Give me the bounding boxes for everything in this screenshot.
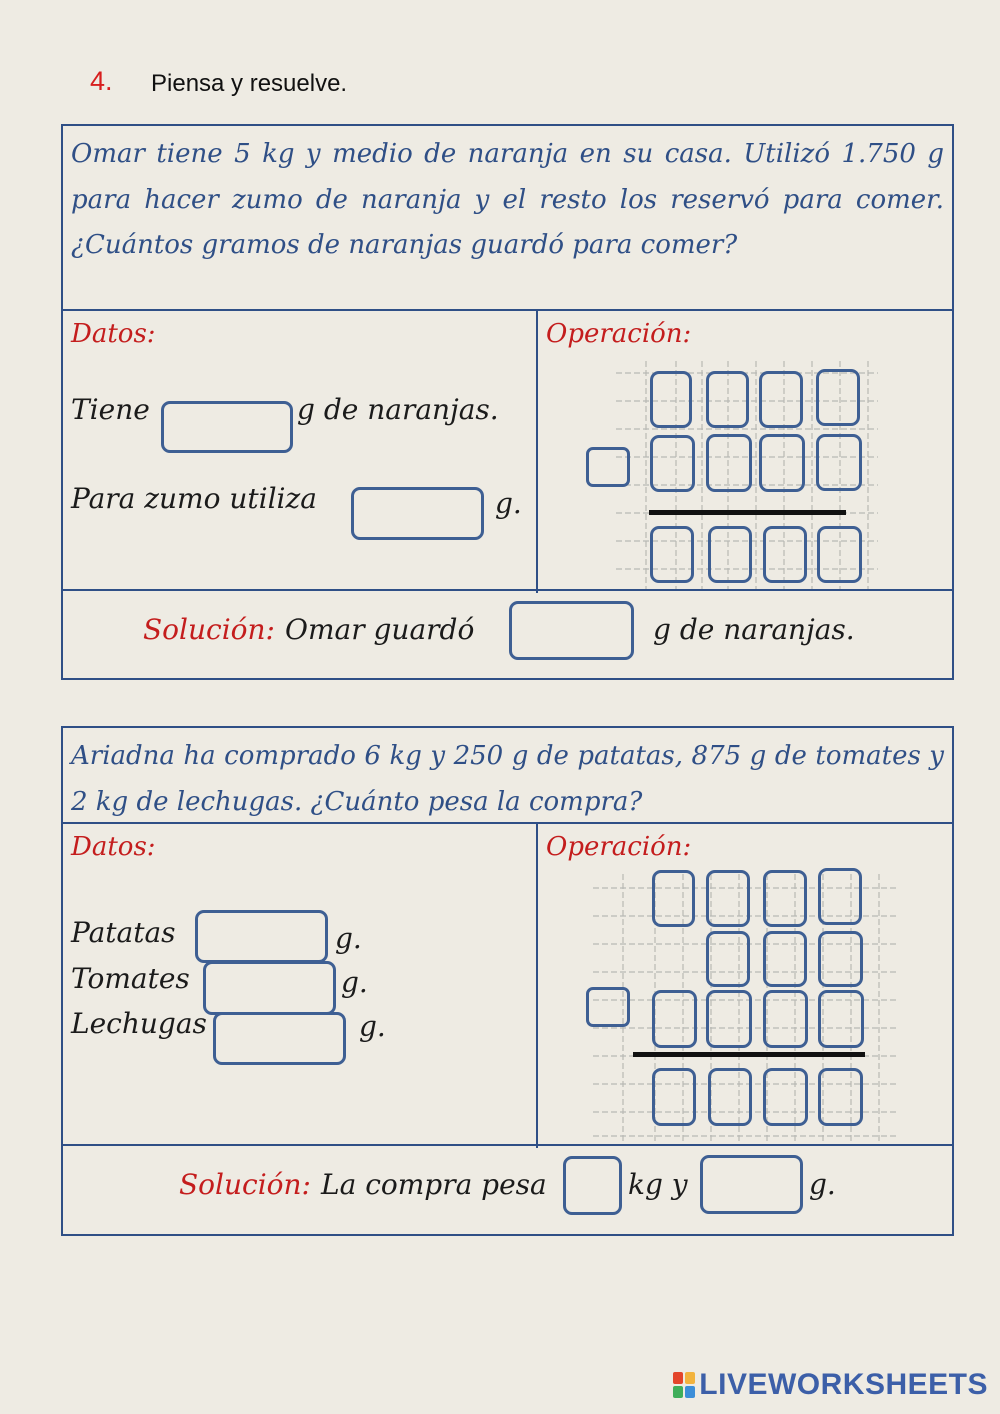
operacion-title: Operación: [546,832,692,862]
op2-digit-r3c3[interactable] [763,990,808,1048]
op1-digit-r2c3[interactable] [759,434,805,492]
problem-1-datos [63,311,538,593]
op1-result-line [649,510,846,515]
op1-result-c3[interactable] [763,526,807,583]
op1-digit-r1c2[interactable] [706,371,749,428]
logo-icon [673,1372,695,1398]
op2-digit-r1c2[interactable] [706,870,750,927]
dato-tomates-input[interactable] [203,961,336,1015]
solution-text-after: g de naranjas. [653,613,855,646]
op1-result-c4[interactable] [817,526,862,583]
solution-label: Solución: [179,1168,311,1201]
problem-1 [61,124,954,680]
dato-tomates-suffix: g. [341,966,368,999]
op2-result-c1[interactable] [652,1068,696,1126]
exercise-number: 4. [90,66,113,96]
exercise-instruction: Piensa y resuelve. [151,70,348,97]
dato-patatas-input[interactable] [195,910,328,963]
logo-text: LIVEWORKSHEETS [699,1368,988,1401]
problem-1-solution [63,589,952,678]
dato-zumo-suffix: g. [495,487,522,520]
dato-patatas-label: Patatas [71,916,176,949]
op2-result-c4[interactable] [818,1068,863,1126]
op1-digit-r2c1[interactable] [650,435,695,492]
datos-title: Datos: [71,319,156,349]
op2-result-c3[interactable] [763,1068,808,1126]
dato-tiene-label: Tiene [71,393,150,426]
solution-label: Solución: [143,613,275,646]
operacion-title: Operación: [546,319,692,349]
solution-g-input[interactable] [700,1155,803,1214]
solution-text-before: La compra pesa [321,1168,547,1201]
solution-input[interactable] [509,601,634,660]
problem-2-operacion [538,824,952,1148]
op2-digit-r2c2[interactable] [706,931,750,987]
problem-2-solution [63,1144,952,1234]
solution-text-middle: kg y [628,1168,688,1201]
solution-text-before: Omar guardó [285,613,475,646]
op2-digit-r2c4[interactable] [818,931,863,987]
op2-result-line [633,1052,865,1057]
dato-tiene-suffix: g de naranjas. [297,393,499,426]
op2-digit-r3c4[interactable] [818,990,864,1048]
op1-borrow-box[interactable] [586,447,630,487]
op2-digit-r1c1[interactable] [652,870,695,927]
problem-2 [61,726,954,1236]
dato-lechugas-suffix: g. [359,1010,386,1043]
op1-digit-r2c4[interactable] [816,434,862,491]
op2-digit-r3c1[interactable] [652,990,697,1048]
op1-digit-r1c3[interactable] [759,371,803,428]
problem-1-statement: Omar tiene 5 kg y medio de naranja en su casa. Utilizó 1.750 g para hacer zumo de naranja y el resto los reservó para comer. ¿Cuántos gramos de naranjas guardó para comer? [63,126,952,311]
solution-text-after: g. [809,1168,836,1201]
problem-1-operacion [538,311,952,593]
op2-digit-r1c3[interactable] [763,870,807,927]
dato-tiene-input[interactable] [161,401,293,453]
op2-result-c2[interactable] [708,1068,752,1126]
op2-digit-r2c3[interactable] [763,931,807,987]
problem-2-statement: Ariadna ha comprado 6 kg y 250 g de patatas, 875 g de tomates y 2 kg de lechugas. ¿Cuánto pesa la compra? [63,728,952,824]
dato-lechugas-input[interactable] [213,1012,346,1065]
dato-lechugas-label: Lechugas [71,1007,207,1040]
op1-result-c1[interactable] [650,526,694,583]
op2-digit-r1c4[interactable] [818,868,862,925]
problem-2-datos [63,824,538,1148]
dato-zumo-input[interactable] [351,487,484,540]
op1-digit-r1c4[interactable] [816,369,860,426]
datos-title: Datos: [71,832,156,862]
op2-digit-r3c2[interactable] [706,990,752,1048]
dato-tomates-label: Tomates [71,962,190,995]
op2-carry-box[interactable] [586,987,630,1027]
op1-result-c2[interactable] [708,526,752,583]
dato-patatas-suffix: g. [335,922,362,955]
dato-zumo-label: Para zumo utiliza [71,482,317,515]
liveworksheets-logo [673,1368,988,1402]
solution-kg-input[interactable] [563,1156,622,1215]
op1-digit-r1c1[interactable] [650,371,692,428]
op1-digit-r2c2[interactable] [706,434,752,492]
